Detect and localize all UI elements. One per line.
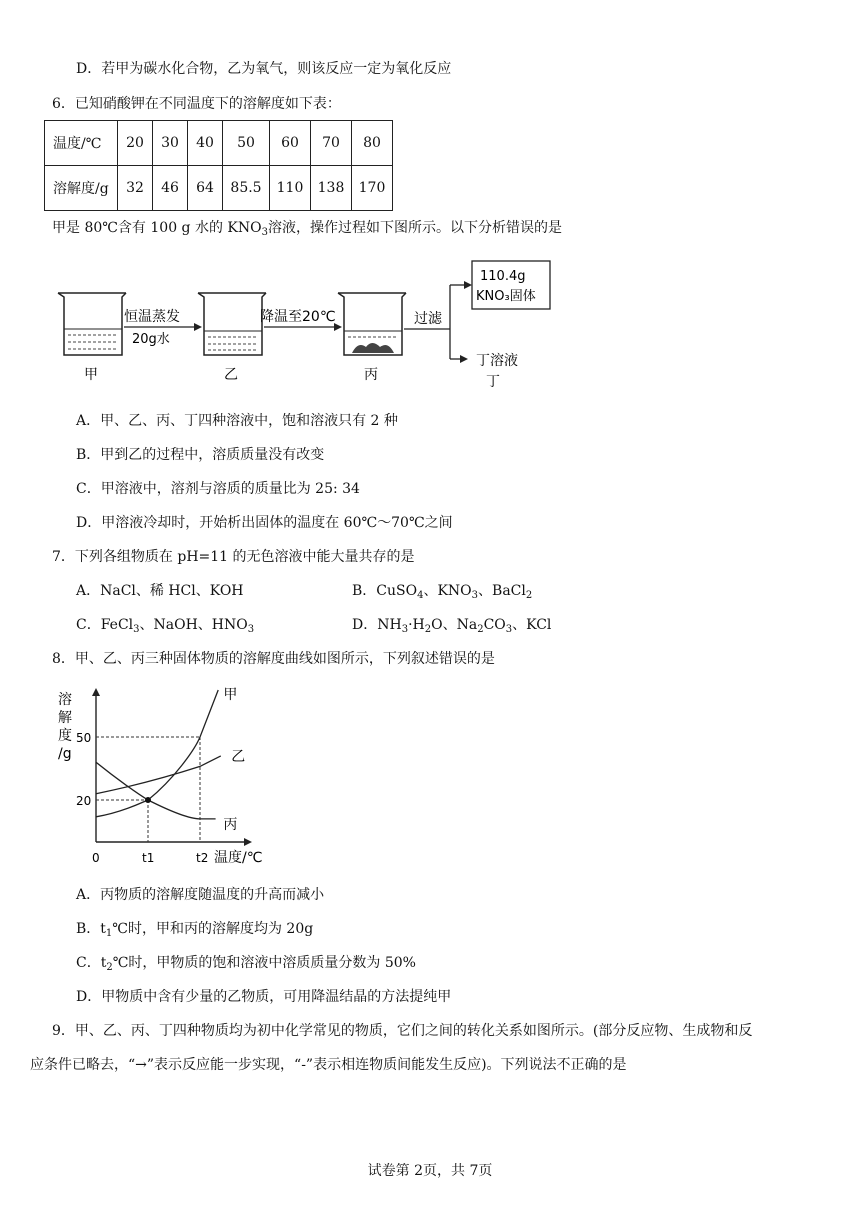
x-axis-arrow-icon [244,838,252,846]
x-tick-label: 0 [92,851,100,865]
q7-option-d: D．$NH_3\cdot H_2O$、$Na_2CO_3$、KCl [352,617,552,635]
arrow-head-icon [194,323,202,331]
y-tick-label: 20 [76,794,92,808]
process-diagram [40,255,560,395]
q7-option-a: A．NaCl、稀 HCl、KOH [76,583,244,599]
q7-option-c: C．FeCl$_3$、NaOH、$HNO_3$ [76,617,255,635]
q5-option-d: D．若甲为碳水化合物，乙为氧气，则该反应一定为氧化反应 [76,61,452,77]
curve-yi [96,756,221,794]
arrow-head-icon [460,355,468,363]
step1-top: 恒温蒸发 [124,309,180,325]
q6-option-c: C．甲溶液中，溶剂与溶质的质量比为 25: 34 [76,481,360,497]
table-cell: 40 [188,121,223,166]
table-cell: 60 [270,121,311,166]
q8-option-b: B．$t_1℃$时，甲和丙的溶解度均为 20g [76,921,314,939]
q9-stem-line1: 9．甲、乙、丙、丁四种物质均为初中化学常见的物质，它们之间的转化关系如图所示。(部分反应物、生成物和反 [52,1023,753,1039]
table-cell: 46 [153,166,188,211]
q6-description: 甲是 80℃含有 100 g 水的 $KNO_3$溶液，操作过程如下图所示。以下分析错误的是 [52,220,562,238]
table-cell: 70 [311,121,352,166]
q6-stem: 6．已知硝酸钾在不同温度下的溶解度如下表： [52,96,341,112]
step2-label: 降温至20℃ [260,309,336,325]
filtrate-letter: 丁 [486,374,500,390]
crystal-solid [352,343,394,353]
table-cell: 110 [270,166,311,211]
solid-name: KNO₃固体 [476,289,536,304]
y-axis-label: 度 [58,728,72,744]
series-label: 丙 [223,816,238,833]
beaker-yi [198,293,266,355]
solubility-table [44,120,393,211]
arrow-head-icon [464,281,472,289]
x-tick-label: t2 [196,851,209,865]
table-cell: 32 [118,166,153,211]
q6-option-b: B．甲到乙的过程中，溶质质量没有改变 [76,447,325,463]
label-jia: 甲 [84,367,98,383]
q6-option-a: A．甲、乙、丙、丁四种溶液中，饱和溶液只有 2 种 [76,413,398,429]
q9-stem-line2: 应条件已略去，“→”表示反应能一步实现，“-”表示相连物质间能发生反应)。下列说法不正确的是 [30,1057,627,1073]
label-bing: 丙 [364,367,378,383]
label-yi: 乙 [224,367,238,383]
table-cell: 138 [311,166,352,211]
y-axis-label: 溶 [58,692,72,708]
series-label: 甲 [223,687,238,703]
table-cell: 170 [352,166,393,211]
q7-stem: 7．下列各组物质在 pH=11 的无色溶液中能大量共存的是 [52,549,415,565]
q8-stem: 8．甲、乙、丙三种固体物质的溶解度曲线如图所示，下列叙述错误的是 [52,651,495,667]
table-cell: 50 [223,121,270,166]
table-cell: 64 [188,166,223,211]
q8-option-c: C．$t_2℃$时，甲物质的饱和溶液中溶质质量分数为 50% [76,955,416,973]
filtrate-label: 丁溶液 [476,353,518,369]
table-row-temperature [45,121,393,166]
y-axis-arrow-icon [92,688,100,696]
solubility-curve-chart [48,680,278,870]
intersection-point [145,797,151,803]
table-cell: 30 [153,121,188,166]
table-cell: 20 [118,121,153,166]
table-cell: 80 [352,121,393,166]
q8-option-d: D．甲物质中含有少量的乙物质，可用降温结晶的方法提纯甲 [76,989,452,1005]
beaker-jia [58,293,126,355]
step3-label: 过滤 [414,311,442,327]
x-tick-label: t1 [142,851,155,865]
table-cell: 85.5 [223,166,270,211]
table-head-temperature: 温度/℃ [45,121,118,166]
solid-mass: 110.4g [480,269,526,284]
y-tick-label: 50 [76,731,92,745]
table-head-solubility: 溶解度/g [45,166,118,211]
table-row-solubility [45,166,393,211]
series-label: 乙 [231,748,246,765]
y-axis-label: /g [58,746,72,762]
page-footer: 试卷第 2页，共 7页 [367,1163,493,1179]
q8-option-a: A．丙物质的溶解度随温度的升高而减小 [76,887,325,903]
step1-bottom: 20g水 [132,332,170,347]
x-axis-label: 温度/℃ [214,850,263,866]
q7-option-b: B．CuSO$_4$、$KNO_3$、BaCl$_2$ [352,583,533,601]
q6-option-d: D．甲溶液冷却时，开始析出固体的温度在 60℃～70℃之间 [76,515,453,531]
beaker-bing [338,293,406,355]
y-axis-label: 解 [58,710,72,726]
